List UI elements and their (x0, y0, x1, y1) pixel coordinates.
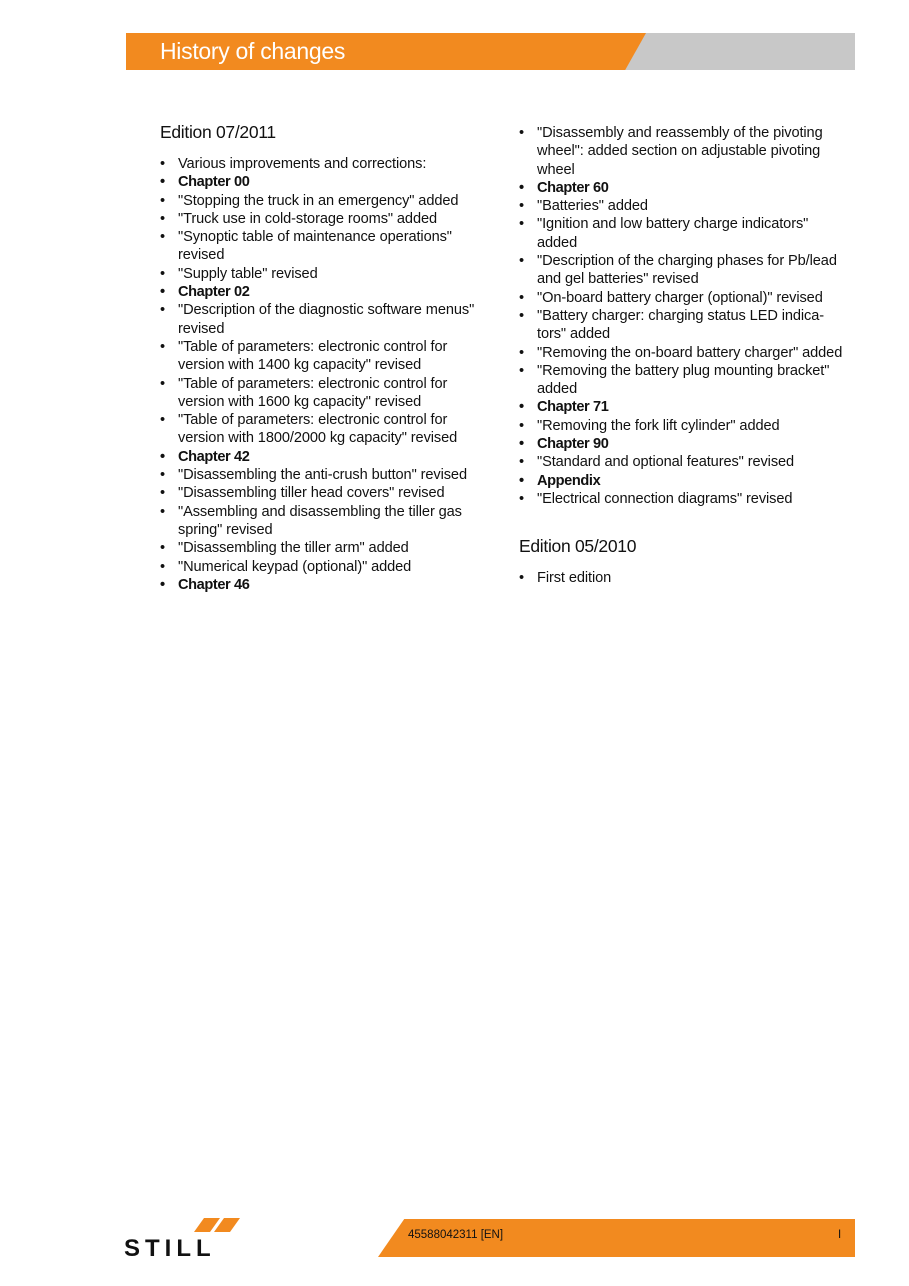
list-item: • "Truck use in cold-storage rooms" added (160, 210, 495, 228)
left-column (160, 122, 495, 594)
list-item: • "Standard and optional features" revised (519, 453, 849, 471)
list-item: • "Electrical connection diagrams" revised (519, 490, 849, 508)
list-item: • Chapter 46 (160, 576, 495, 594)
right-column (519, 124, 849, 588)
list-item: • "Disassembling the anti-crush button" revised (160, 466, 495, 484)
list-item: • Chapter 42 (160, 448, 495, 466)
list-item: • "Disassembly and reassembly of the pivoting wheel": added section on adjustable pivoting wheel (519, 124, 849, 179)
list-item: • "Batteries" added (519, 197, 849, 215)
list-item: • "Removing the on-board battery charger" added (519, 344, 849, 362)
list-item: • "Disassembling the tiller arm" added (160, 539, 495, 557)
list-item: • Appendix (519, 472, 849, 490)
page-header (126, 33, 855, 70)
list-item: • First edition (519, 569, 849, 587)
list-item: • "Table of parameters: electronic control for version with 1600 kg capacity" revised (160, 375, 495, 412)
list-item: • "Table of parameters: electronic control for version with 1800/2000 kg capacity" revised (160, 411, 495, 448)
edition-title: Edition 07/2011 (160, 122, 276, 142)
list-item: • Chapter 60 (519, 179, 849, 197)
list-item: • "Stopping the truck in an emergency" added (160, 192, 495, 210)
list-item: • "Description of the diagnostic software menus" revised (160, 301, 495, 338)
list-item: • "Supply table" revised (160, 265, 495, 283)
list-item: • "Battery charger: charging status LED indica-tors" added (519, 307, 849, 344)
list-item: • "Removing the fork lift cylinder" added (519, 417, 849, 435)
list-item: • "On-board battery charger (optional)" revised (519, 289, 849, 307)
page-title: History of changes (160, 38, 346, 64)
list-item: • "Disassembling tiller head covers" revised (160, 484, 495, 502)
list-item: • "Ignition and low battery charge indicators" added (519, 215, 849, 252)
change-list (519, 124, 849, 508)
list-item: • "Description of the charging phases for Pb/lead and gel batteries" revised (519, 252, 849, 289)
document-number: 45588042311 [EN] (408, 1229, 504, 1241)
list-item: • Various improvements and corrections: (160, 155, 495, 173)
logo-wordmark: STILL (124, 1235, 216, 1260)
list-item: • "Removing the battery plug mounting bracket" added (519, 362, 849, 399)
list-item: • Chapter 71 (519, 398, 849, 416)
list-item: • "Synoptic table of maintenance operations" revised (160, 228, 495, 265)
list-item: • "Table of parameters: electronic control for version with 1400 kg capacity" revised (160, 338, 495, 375)
still-logo (124, 1218, 260, 1260)
list-item: • Chapter 00 (160, 173, 495, 191)
page-number: I (838, 1229, 842, 1241)
list-item: • Chapter 90 (519, 435, 849, 453)
list-item: • "Assembling and disassembling the tiller gas spring" revised (160, 503, 495, 540)
change-list (160, 155, 495, 594)
list-item: • "Numerical keypad (optional)" added (160, 558, 495, 576)
list-item: • Chapter 02 (160, 283, 495, 301)
change-list (519, 569, 849, 587)
edition-title: Edition 05/2010 (519, 536, 637, 557)
